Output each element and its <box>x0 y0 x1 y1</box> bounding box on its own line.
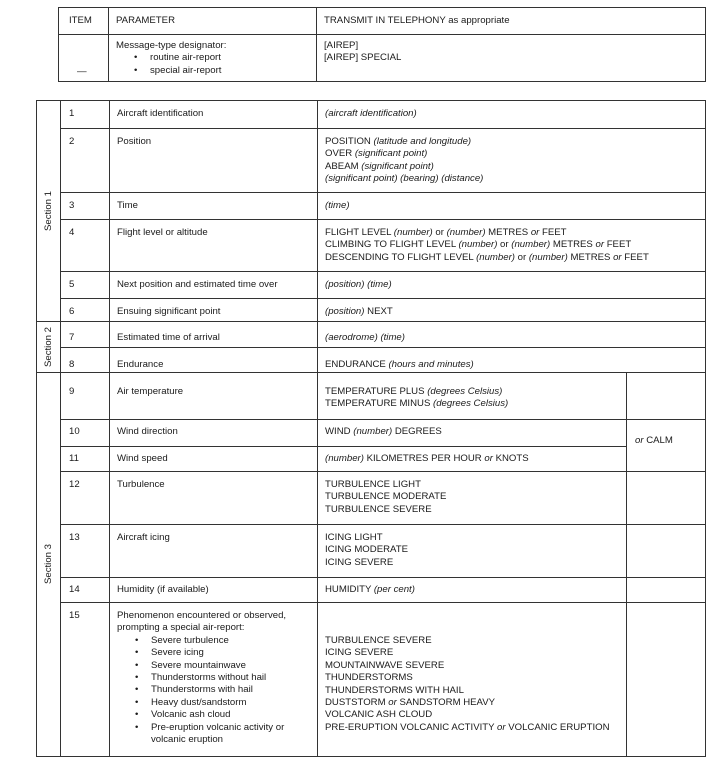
row-divider <box>60 192 705 193</box>
header-row-item: — <box>77 66 87 77</box>
header-col-transmit: TRANSMIT IN TELEPHONY as appropriate <box>324 15 510 26</box>
transmit-text: (position) (time) <box>325 279 392 290</box>
parameter-label: Wind direction <box>117 426 178 437</box>
item-number: 3 <box>69 200 75 211</box>
column-divider <box>626 372 627 756</box>
column-divider <box>109 101 110 756</box>
parameter-label: Estimated time of arrival <box>117 332 220 343</box>
column-divider <box>316 8 317 81</box>
row-divider <box>60 471 705 472</box>
parameter-label: Time <box>117 200 138 211</box>
transmit-text: (aircraft identification) <box>325 108 417 119</box>
transmit-text: ENDURANCE (hours and minutes) <box>325 359 474 370</box>
item-number: 6 <box>69 306 75 317</box>
phenomenon-list <box>117 635 286 734</box>
item-number: 9 <box>69 386 75 397</box>
transmit-text: (position) NEXT <box>325 306 393 317</box>
item-number: 13 <box>69 532 80 543</box>
list-item-continuation: volcanic eruption <box>151 734 223 746</box>
airep-main-table <box>36 100 706 757</box>
item-number: 11 <box>69 453 79 464</box>
parameter-label: Humidity (if available) <box>117 584 209 595</box>
row-divider <box>60 347 705 348</box>
row-divider <box>60 419 705 420</box>
list-item: • Thunderstorms with hail <box>117 684 286 696</box>
transmit-text: ICING LIGHT ICING MODERATE ICING SEVERE <box>325 532 408 568</box>
parameter-label: Wind speed <box>117 453 168 464</box>
header-col-parameter: PARAMETER <box>116 15 175 26</box>
parameter-label: Turbulence <box>117 479 165 490</box>
column-divider <box>108 8 109 81</box>
parameter-label: Next position and estimated time over <box>117 279 278 290</box>
section-1-label: Section 1 <box>43 191 54 232</box>
row-divider <box>60 128 705 129</box>
transmit-text: TURBULENCE SEVERE ICING SEVERE MOUNTAINWAVE SEVERE THUNDERSTORMS THUNDERSTORMS WITH HAIL DUSTSTORM or SANDSTORM HEAVY VOLCANIC ASH CLOUD PRE-ERUPTION VOLCANIC ACTIVITY or VOLCANIC ERUPTION <box>325 635 610 733</box>
parameter-label: Flight level or altitude <box>117 227 208 238</box>
column-divider <box>317 101 318 756</box>
item-number: 14 <box>69 584 80 595</box>
parameter-label: Air temperature <box>117 386 184 397</box>
calm-option: or CALM <box>635 435 673 446</box>
transmit-text: TEMPERATURE PLUS (degrees Celsius) TEMPERATURE MINUS (degrees Celsius) <box>325 386 509 410</box>
message-type-title: Message-type designator: <box>116 40 227 51</box>
transmit-line: [AIREP] SPECIAL <box>324 52 402 64</box>
item-number: 15 <box>69 610 80 621</box>
row-divider <box>59 34 705 35</box>
parameter-label: Phenomenon encountered or observed, prompting a special air-report: • Severe turbulence • Severe icing • Severe mountainwave • Thunderstorms without hail • Thunderstorms with hail • Heavy dust/sandstorm • Volcanic ash cloud • Pre-eruption volcanic activity or volcanic eruption <box>117 610 286 746</box>
item-number: 1 <box>69 108 75 119</box>
list-item: • Pre-eruption volcanic activity or <box>117 722 286 734</box>
row-divider <box>60 271 705 272</box>
list-item: • Heavy dust/sandstorm <box>117 697 286 709</box>
header-table <box>58 7 706 82</box>
list-item: • Volcanic ash cloud <box>117 709 286 721</box>
item-number: 10 <box>69 426 80 437</box>
item-number: 12 <box>69 479 80 490</box>
item-number: 4 <box>69 227 75 238</box>
parameter-label: Aircraft icing <box>117 532 170 543</box>
parameter-label: Aircraft identification <box>117 108 204 119</box>
column-divider <box>60 101 61 756</box>
row-divider <box>60 219 705 220</box>
transmit-text: TURBULENCE LIGHT TURBULENCE MODERATE TURBULENCE SEVERE <box>325 479 447 515</box>
list-item: • Thunderstorms without hail <box>117 672 286 684</box>
row-divider <box>60 446 626 447</box>
item-number: 7 <box>69 332 75 343</box>
parameter-label: Ensuing significant point <box>117 306 221 317</box>
row-divider <box>60 577 705 578</box>
parameter-label: Endurance <box>117 359 164 370</box>
header-col-item: ITEM <box>69 15 92 26</box>
list-item: • Severe icing <box>117 647 286 659</box>
item-number: 8 <box>69 359 75 370</box>
section-2-label: Section 2 <box>43 327 54 368</box>
transmit-text: (aerodrome) (time) <box>325 332 405 343</box>
section-divider <box>37 372 705 373</box>
section-3-label: Section 3 <box>43 544 54 585</box>
list-item: • special air-report <box>116 65 226 77</box>
item-number: 2 <box>69 136 75 147</box>
transmit-text: FLIGHT LEVEL (number) or (number) METRES or FEET CLIMBING TO FLIGHT LEVEL (number) or (number) METRES or FEET DESCENDING TO FLIGHT LEVEL (number) or (number) METRES or FEET <box>325 227 649 263</box>
transmit-text: HUMIDITY (per cent) <box>325 584 415 595</box>
transmit-text: (number) KILOMETRES PER HOUR or KNOTS <box>325 453 529 464</box>
row-divider <box>60 524 705 525</box>
list-item: • Severe turbulence <box>117 635 286 647</box>
message-type-list <box>116 52 226 77</box>
transmit-text: (time) <box>325 200 350 211</box>
transmit-text: POSITION (latitude and longitude) OVER (significant point) ABEAM (significant point) (significant point) (bearing) (distance) <box>325 136 484 185</box>
transmit-line: [AIREP] <box>324 40 359 51</box>
list-item: • routine air-report <box>116 52 226 64</box>
item-number: 5 <box>69 279 75 290</box>
transmit-text: WIND (number) DEGREES <box>325 426 442 437</box>
message-type-designator <box>116 40 226 77</box>
message-type-transmit <box>324 40 401 65</box>
parameter-label: Position <box>117 136 152 147</box>
row-divider <box>60 298 705 299</box>
section-divider <box>37 321 705 322</box>
list-item: • Severe mountainwave <box>117 660 286 672</box>
row-divider <box>60 602 705 603</box>
